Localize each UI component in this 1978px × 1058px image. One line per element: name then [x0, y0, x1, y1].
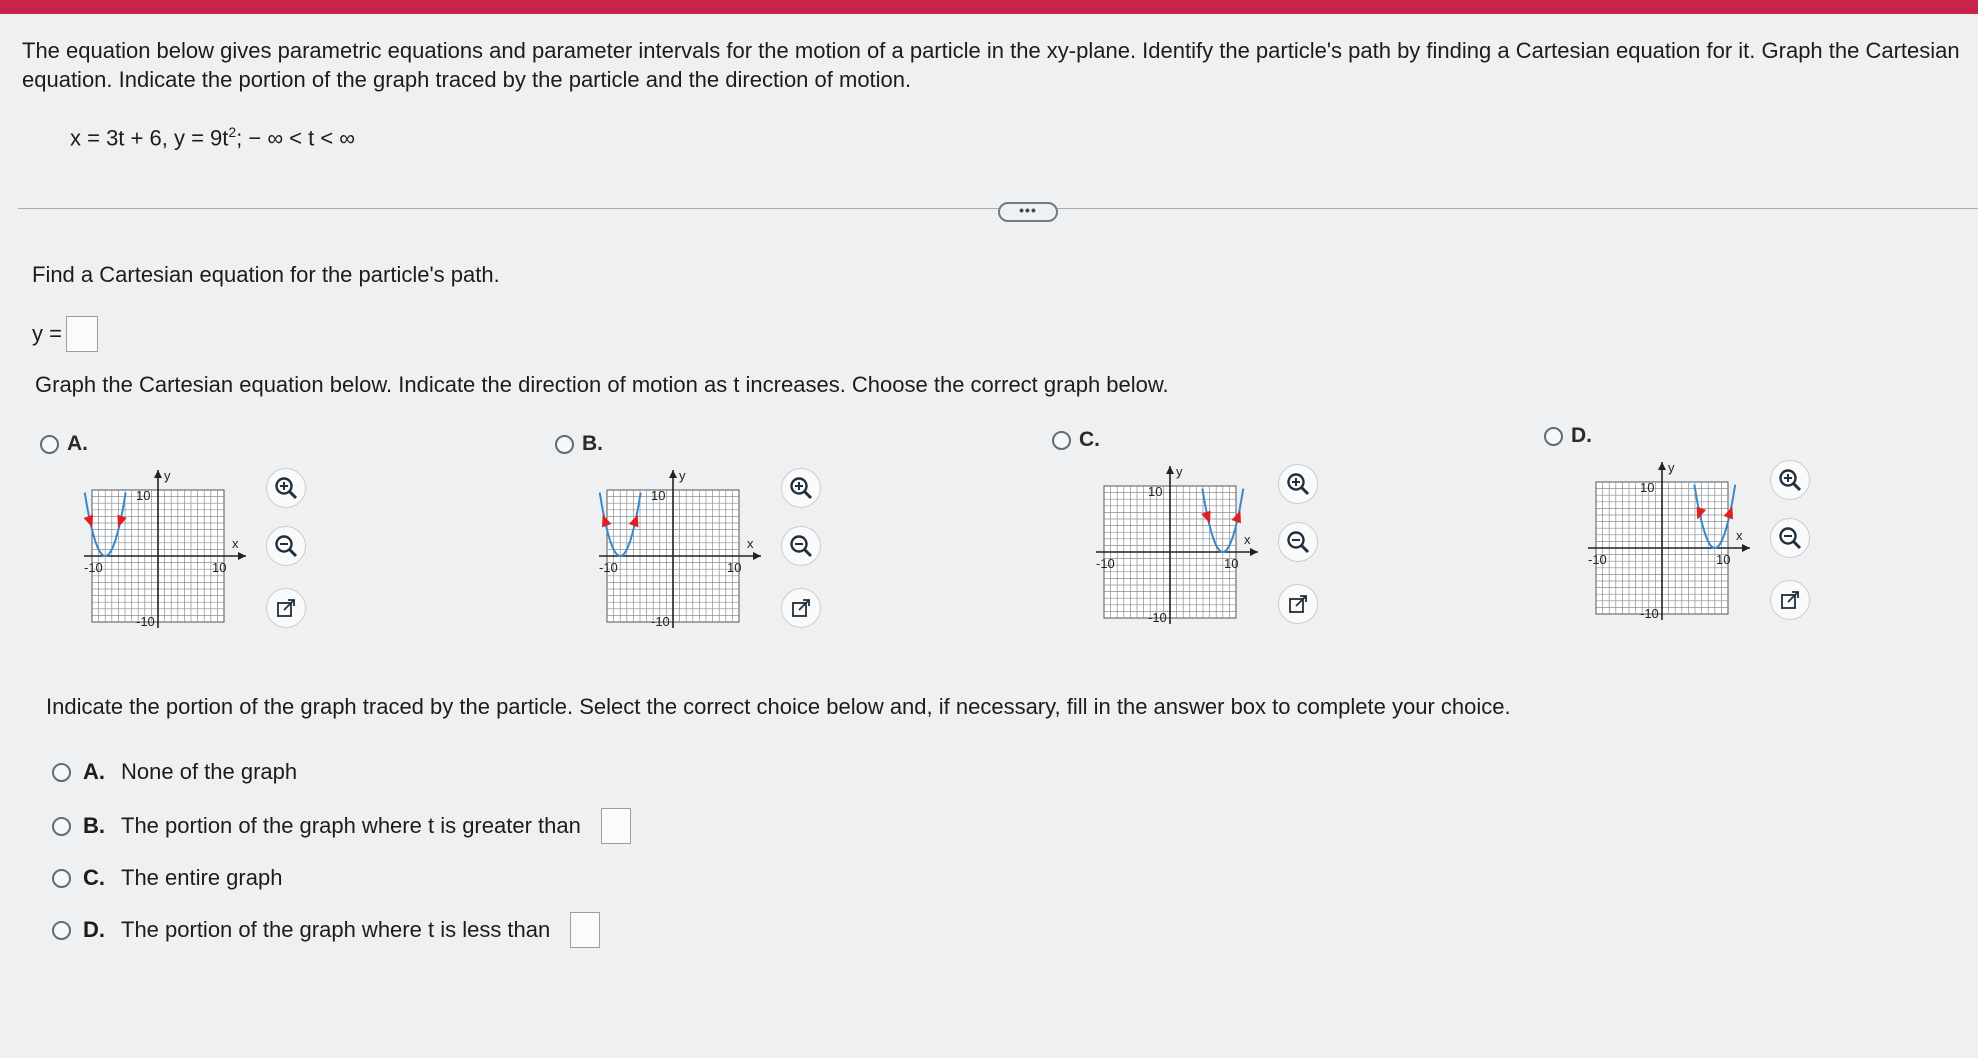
graph-option-b-selector[interactable]: B.: [555, 432, 603, 456]
zoom-out-icon: [273, 533, 299, 559]
x-axis-arrowhead: [753, 552, 761, 560]
tick-label-y-pos: 10: [1148, 484, 1163, 499]
parametric-equation: x = 3t + 6, $y = 9t^2$; − ∞ < t < ∞: [70, 124, 355, 151]
zoom-in-icon: [788, 475, 814, 501]
zoom-out-icon: [788, 533, 814, 559]
zoom-in-button[interactable]: [1770, 460, 1810, 500]
portion-choice-d[interactable]: D. The portion of the graph where t is less than: [52, 910, 631, 950]
x-axis-arrowhead: [1250, 548, 1258, 556]
t-greater-than-input[interactable]: [601, 808, 631, 844]
radio-c[interactable]: [52, 869, 71, 888]
zoom-in-button[interactable]: [1278, 464, 1318, 504]
t-less-than-input[interactable]: [570, 912, 600, 948]
y-axis-arrowhead: [154, 470, 162, 478]
zoom-out-icon: [1777, 525, 1803, 551]
cartesian-answer-input[interactable]: [66, 316, 98, 352]
zoom-in-button[interactable]: [781, 468, 821, 508]
tick-label-x-neg: -10: [1588, 552, 1607, 567]
graph-option-d-selector[interactable]: D.: [1544, 424, 1592, 448]
portion-choices: [52, 752, 631, 950]
zoom-in-button[interactable]: [266, 468, 306, 508]
more-button[interactable]: •••: [998, 202, 1058, 222]
tick-label-x-pos: 10: [212, 560, 227, 575]
part2-prompt: Graph the Cartesian equation below. Indicate the direction of motion as t increases. Choose the correct graph below.: [35, 372, 1169, 397]
y-axis-arrowhead: [1166, 466, 1174, 474]
tick-label-y-pos: 10: [136, 488, 151, 503]
zoom-out-button[interactable]: [1278, 522, 1318, 562]
portion-choice-a[interactable]: A. None of the graph: [52, 752, 631, 792]
graph-d-plot: [1574, 452, 1764, 632]
graph-option-c[interactable]: [1052, 428, 1251, 625]
tick-label-x-pos: 10: [727, 560, 742, 575]
graph-radio-c[interactable]: [1052, 431, 1071, 450]
part1-prompt: Find a Cartesian equation for the particle's path.: [32, 262, 500, 287]
popout-button[interactable]: [266, 588, 306, 628]
tick-label-x-pos: 10: [1716, 552, 1731, 567]
answer-prefix: y =: [32, 321, 62, 346]
cartesian-answer-row: [32, 316, 98, 352]
tick-label-y-neg: -10: [651, 614, 670, 629]
y-axis-label: y: [679, 468, 686, 483]
portion-choice-c[interactable]: C. The entire graph: [52, 858, 631, 898]
popout-icon: [790, 597, 812, 619]
graph-a-plot: [70, 460, 260, 640]
graph-option-a-selector[interactable]: A.: [40, 432, 88, 456]
tick-label-y-pos: 10: [651, 488, 666, 503]
zoom-out-icon: [1285, 529, 1311, 555]
zoom-in-icon: [273, 475, 299, 501]
tick-label-x-neg: -10: [84, 560, 103, 575]
part3-prompt: Indicate the portion of the graph traced by the particle. Select the correct choice below and, if necessary, fill in the answer box to complete your choice.: [46, 694, 1511, 719]
radio-a[interactable]: [52, 763, 71, 782]
x-axis-label: x: [232, 536, 239, 551]
graph-radio-a[interactable]: [40, 435, 59, 454]
graph-option-a[interactable]: [40, 432, 239, 629]
graph-option-c-selector[interactable]: C.: [1052, 428, 1100, 452]
x-axis-arrowhead: [1742, 544, 1750, 552]
graph-radio-d[interactable]: [1544, 427, 1563, 446]
tick-label-y-neg: -10: [136, 614, 155, 629]
tick-label-y-neg: -10: [1640, 606, 1659, 621]
x-axis-label: x: [747, 536, 754, 551]
zoom-in-icon: [1285, 471, 1311, 497]
zoom-out-button[interactable]: [781, 526, 821, 566]
tick-label-x-neg: -10: [1096, 556, 1115, 571]
tick-label-y-pos: 10: [1640, 480, 1655, 495]
radio-b[interactable]: [52, 817, 71, 836]
graph-option-d[interactable]: [1544, 424, 1743, 621]
graph-radio-b[interactable]: [555, 435, 574, 454]
zoom-out-button[interactable]: [1770, 518, 1810, 558]
popout-button[interactable]: [1770, 580, 1810, 620]
tick-label-y-neg: -10: [1148, 610, 1167, 625]
y-axis-label: y: [164, 468, 171, 483]
y-axis-label: y: [1668, 460, 1675, 475]
graph-c-plot: [1082, 456, 1272, 636]
top-accent-bar: [0, 0, 1978, 14]
popout-icon: [1287, 593, 1309, 615]
zoom-in-icon: [1777, 467, 1803, 493]
zoom-out-button[interactable]: [266, 526, 306, 566]
portion-choice-b[interactable]: B. The portion of the graph where t is greater than: [52, 806, 631, 846]
popout-button[interactable]: [781, 588, 821, 628]
graph-b-plot: [585, 460, 775, 640]
tick-label-x-pos: 10: [1224, 556, 1239, 571]
popout-icon: [1779, 589, 1801, 611]
question-text: The equation below gives parametric equations and parameter intervals for the motion of a particle in the xy-plane. Identify the particle's path by finding a Cartesian equation for it. Graph the Cartesian equation. Indicate the portion of the graph traced by the particle and the direction of motion.: [22, 38, 1960, 92]
x-axis-label: x: [1244, 532, 1251, 547]
y-axis-arrowhead: [669, 470, 677, 478]
radio-d[interactable]: [52, 921, 71, 940]
x-axis-arrowhead: [238, 552, 246, 560]
y-axis-arrowhead: [1658, 462, 1666, 470]
popout-button[interactable]: [1278, 584, 1318, 624]
x-axis-label: x: [1736, 528, 1743, 543]
y-axis-label: y: [1176, 464, 1183, 479]
popout-icon: [275, 597, 297, 619]
graph-option-b[interactable]: [555, 432, 754, 629]
tick-label-x-neg: -10: [599, 560, 618, 575]
